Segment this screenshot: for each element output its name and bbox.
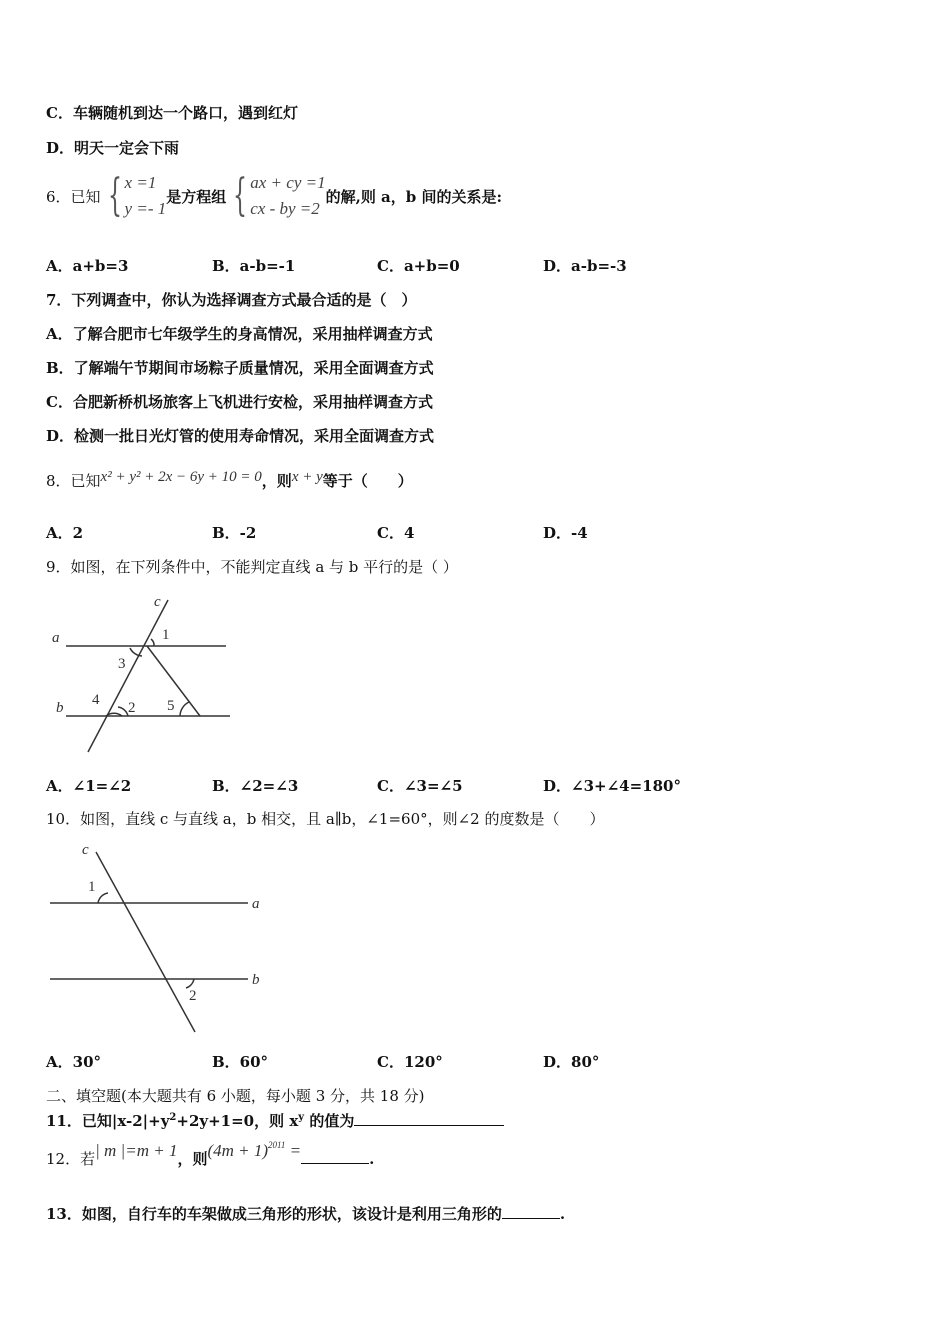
q11-text-a: 11．已知|x-2|+y	[46, 1112, 170, 1130]
q9-figure	[46, 592, 246, 762]
q7-option-b: B．了解端午节期间市场粽子质量情况，采用全面调查方式	[46, 359, 434, 377]
q12-condition: | m |=m + 1	[95, 1141, 178, 1160]
q11-text-c: 的值为	[304, 1112, 355, 1130]
q10-angle1-arc	[98, 893, 108, 903]
q12-prefix: 12．若	[46, 1150, 96, 1168]
q10-line-c	[96, 852, 195, 1032]
q9-option-a: A．∠1=∠2	[46, 777, 132, 795]
q9-option-b: B．∠2=∠3	[212, 777, 299, 795]
q12-stem	[46, 1140, 375, 1169]
q10-angle2-arc	[186, 979, 194, 988]
q8-option-c: C．4	[377, 524, 415, 542]
q9-label-b: b	[56, 700, 64, 716]
q6-option-b: B．a-b=-1	[212, 257, 296, 275]
q9-label-5: 5	[167, 698, 175, 714]
q8-suffix: 等于（ ）	[322, 472, 413, 490]
q6-sys1-row2: y =- 1	[124, 199, 167, 218]
q13-answer-blank[interactable]	[502, 1218, 560, 1219]
q8-option-b: B．-2	[212, 524, 257, 542]
q10-label-2: 2	[189, 988, 197, 1004]
q10-label-a: a	[252, 896, 260, 912]
q6-option-c: C．a+b=0	[377, 257, 460, 275]
q12-equals: =	[285, 1141, 302, 1160]
q9-stem: 9．如图，在下列条件中，不能判定直线 a 与 b 平行的是（ ）	[46, 558, 458, 576]
q8-option-d: D．-4	[543, 524, 588, 542]
q11-sup-2: 2	[169, 1112, 177, 1123]
q6-equation-system: { ax + cy =1 cx - by =2	[233, 170, 326, 221]
q12-expr-base: (4m + 1)	[207, 1141, 269, 1160]
q7-option-a: A．了解合肥市七年级学生的身高情况，采用抽样调查方式	[46, 325, 433, 343]
q10-option-d: D．80°	[543, 1053, 600, 1071]
q9-option-d: D．∠3+∠4=180°	[543, 777, 681, 795]
q5-option-d: D．明天一定会下雨	[46, 139, 180, 157]
q6-sys1-row1: x =1	[124, 173, 157, 192]
q9-label-2: 2	[128, 700, 136, 716]
q6-option-d: D．a-b=-3	[543, 257, 627, 275]
q6-stem	[46, 170, 502, 222]
q13-text: 13．如图，自行车的车架做成三角形的形状，该设计是利用三角形的	[46, 1205, 502, 1223]
q9-angle5-arc	[180, 702, 189, 716]
q8-prefix: 8．已知	[46, 472, 101, 490]
q6-solution-system: { x =1 y =- 1	[107, 170, 167, 221]
q9-label-3: 3	[118, 656, 126, 672]
q10-option-a: A．30°	[46, 1053, 102, 1071]
q11-text-b: +2y+1=0，则 x	[176, 1112, 299, 1130]
q8-equation: x² + y² + 2x − 6y + 10 = 0	[100, 469, 262, 485]
q12-answer-blank[interactable]	[301, 1163, 369, 1164]
q9-angle1-arc	[151, 639, 154, 646]
q8-middle: ，则	[261, 472, 292, 490]
q10-label-1: 1	[88, 879, 96, 895]
q7-option-d: D．检测一批日光灯管的使用寿命情况，采用全面调查方式	[46, 427, 435, 445]
q10-option-c: C．120°	[377, 1053, 443, 1071]
q7-stem: 7．下列调查中，你认为选择调查方式最合适的是（ ）	[46, 291, 417, 309]
q6-suffix: 的解,则 a，b 间的关系是:	[325, 187, 503, 206]
q9-option-c: C．∠3=∠5	[377, 777, 463, 795]
q12-suffix: .	[369, 1150, 375, 1168]
q11-stem	[46, 1110, 504, 1131]
q13-suffix: .	[559, 1205, 566, 1223]
q10-option-b: B．60°	[212, 1053, 269, 1071]
q9-label-1: 1	[162, 627, 170, 643]
q10-label-b: b	[252, 972, 260, 988]
q9-line-c	[88, 600, 168, 752]
section2-title: 二、填空题(本大题共有 6 小题，每小题 3 分，共 18 分)	[46, 1087, 425, 1105]
q13-stem	[46, 1203, 565, 1224]
q12-expr-exponent: 2011	[268, 1140, 286, 1150]
q9-label-c: c	[154, 594, 161, 610]
q8-stem	[46, 470, 413, 491]
q6-sys2-row1: ax + cy =1	[250, 173, 326, 192]
q10-stem: 10．如图，直线 c 与直线 a，b 相交，且 a∥b，∠1=60°，则∠2 的度数是（ ）	[46, 810, 605, 828]
q9-label-4: 4	[92, 692, 100, 708]
q10-label-c: c	[82, 842, 89, 858]
q8-expr: x + y	[291, 469, 323, 485]
q11-sup-y: y	[298, 1112, 305, 1123]
q8-option-a: A．2	[46, 524, 84, 542]
q6-sys2-row2: cx - by =2	[250, 199, 320, 218]
q6-option-a: A．a+b=3	[46, 257, 129, 275]
q10-figure	[46, 838, 276, 1038]
q5-option-c: C．车辆随机到达一个路口，遇到红灯	[46, 104, 298, 122]
q9-label-a: a	[52, 630, 60, 646]
q7-option-c: C．合肥新桥机场旅客上飞机进行安检，采用抽样调查方式	[46, 393, 433, 411]
q6-prefix: 6．已知	[46, 187, 101, 206]
q11-answer-blank[interactable]	[354, 1125, 504, 1126]
q6-middle: 是方程组	[166, 187, 227, 206]
q12-middle: ，则	[177, 1150, 208, 1168]
